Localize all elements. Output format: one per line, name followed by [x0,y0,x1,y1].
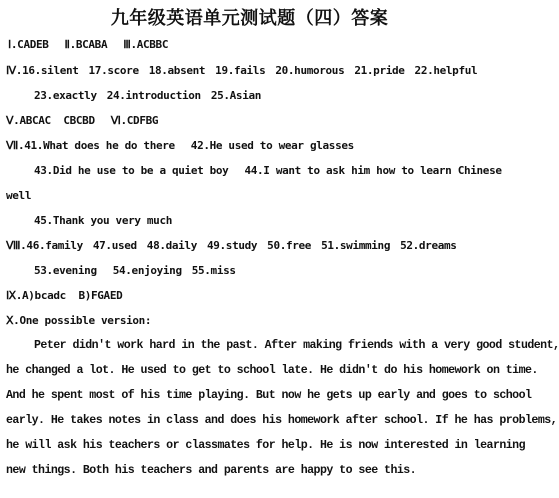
answer-18: 18.absent [148,64,206,77]
answer-24: 24.introduction [106,89,201,102]
answer-44: 44.I want to ask him how to learn Chinese [244,164,502,177]
section-7-row-2 [34,164,502,177]
answer-53: 53.evening [34,264,97,277]
section-4-row-1 [6,64,477,77]
answer-51: 51.swimming [321,239,391,252]
answer-43: 43.Did he use to be a quiet boy [34,164,229,177]
section-10-heading: Ⅹ.One possible version: [6,314,152,327]
section-1-answers: Ⅰ.CADEB [8,38,49,51]
answer-20: 20.humorous [275,64,345,77]
answer-16: 16.silent [22,64,79,77]
essay-line-5: he will ask his teachers or classmates for help. He is now interested in learning [6,439,525,452]
answer-47: 47.used [92,239,137,252]
answer-22: 22.helpful [414,64,478,77]
answer-52: 52.dreams [400,239,457,252]
section-1-2-3 [8,38,168,51]
section-8-label: Ⅷ. [6,239,27,252]
section-4-row-2 [34,89,261,102]
essay-line-6: new things. Both his teachers and parents are happy to see this. [6,464,417,477]
answer-19: 19.fails [215,64,266,77]
page-title: 九年级英语单元测试题（四）答案 [110,8,389,29]
answer-41: 41.What does he do there [24,139,175,152]
answer-25: 25.Asian [210,89,262,102]
answer-21: 21.pride [354,64,405,77]
answer-50: 50.free [267,239,312,252]
section-8-row-2 [34,264,236,277]
answer-45: 45.Thank you very much [34,214,172,227]
essay-line-2: he changed a lot. He used to get to school late. He didn't do his homework on time. [6,364,538,377]
section-3-answers: Ⅲ.ACBBC [123,38,169,51]
section-9-answers: Ⅸ.A)bcadc B)FGAED [6,289,123,302]
answer-49: 49.study [206,239,258,252]
answer-44-continued: well [6,189,32,202]
answer-54: 54.enjoying [112,264,182,277]
section-2-answers: Ⅱ.BCABA [64,38,108,51]
section-7-row-1 [6,139,354,152]
answer-48: 48.daily [146,239,197,252]
answer-46: 46.family [26,239,83,252]
section-8-row-1 [6,239,457,252]
answer-17: 17.score [88,64,139,77]
section-5-6 [6,114,158,127]
essay-line-3: And he spent most of his time playing. But now he gets up early and goes to school [6,389,532,402]
section-6-answers: Ⅵ.CDFBG [110,114,159,127]
section-7-label: Ⅶ. [6,139,25,152]
answer-55: 55.miss [191,264,236,277]
essay-line-4: early. He takes notes in class and does his homework after school. If he has problems, [6,414,558,427]
essay-line-1: Peter didn't work hard in the past. After making friends with a very good student, [34,339,559,352]
section-4-label: Ⅳ. [6,64,23,77]
section-5-answers: Ⅴ.ABCAC CBCBD [6,114,95,127]
answer-42: 42.He used to wear glasses [190,139,354,152]
answer-23: 23.exactly [34,89,97,102]
